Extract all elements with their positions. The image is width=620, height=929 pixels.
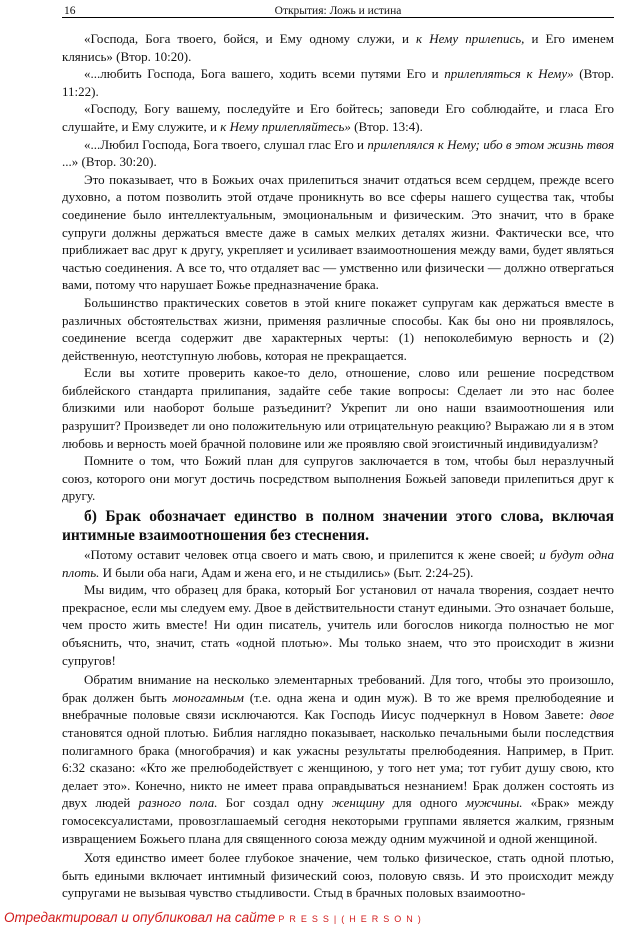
- section-heading: б) Брак обозначает единство в полном значении этого слова, включая интимные взаимоотношения без стеснения.: [62, 508, 614, 545]
- body-paragraph: Обратим внимание на несколько элементарных требований. Для того, чтобы это произошло, брак должен быть моногамным (т.е. одна жена и один муж). В то же время прелюбодеяние и внебрачные половые связи исключаются. Как Господь Иисус подчеркнул в Новом Завете: двое становятся одной плотью. Библия наглядно показывает, насколько печальными были последствия полигамного брака (многобрачия) и как ужасны результаты прелюбодеяния. Например, в Прит. 6:32 сказано: «Кто же прелюбодействует с женщиною, у того нет ума; тот губит душу свою, кто делает это». Конечно, никто не имеет права оправдываться незнанием! Брак должен состоять из двух людей разного пола. Бог создал одну женщину для одного мужчины. «Брак» между гомосексуалистами, провозглашаемый сегодня некоторыми группами является жалким, грязным извращением Божьего плана для священного союза между одним мужчиной и одной женщиной.: [62, 672, 614, 846]
- body-paragraph: Большинство практических советов в этой книге покажет супругам как держаться вместе в различных обстоятельствах жизни, применяя различные способы. Как бы оно ни проявлялось, соединение всегда содержит две характерных черты: (1) непоколебимую верность и (2) действенную, неотступную любовь, которая не прекращается.: [62, 294, 614, 363]
- footer-credit: [4, 910, 426, 927]
- body-paragraph: Помните о том, что Божий план для супругов заключается в том, чтобы был неразлучный союз, которого они могут достичь посредством выполнения Божьей заповеди прилепиться друг к другу.: [62, 453, 614, 504]
- footer-brand-link[interactable]: PRESS|(HERSON): [278, 914, 426, 924]
- footer-text: Отредактировал и опубликовал на сайте: [4, 910, 276, 925]
- header-rule: [62, 17, 614, 18]
- quote-paragraph: «Господу, Богу вашему, последуйте и Его бойтесь; заповеди Его соблюдайте, и гласа Его слушайте, и Ему служите, и к Нему прилепляйтесь» (Втор. 13:4).: [62, 101, 614, 134]
- running-title: Открытия: Ложь и истина: [274, 5, 402, 17]
- running-header: [62, 2, 614, 18]
- body-paragraph: Мы видим, что образец для брака, который Бог установил от начала творения, создает нечто прекрасное, если мы следуем ему. Двое в действительности станут едиными. Это означает больше, чем просто жить вместе! Ни один писатель, учитель или богослов никогда полностью не мог объяснить, что, значит, стать «одной плотью». Мы только знаем, что это происходит в жизни супругов!: [62, 582, 614, 668]
- body-paragraph: Это показывает, что в Божьих очах прилепиться значит отдаться всем сердцем, прежде всего духовно, а потом позволить этой отдаче проникнуть во все сферы нашего существа так, чтобы соединение было интеллектуальным, эмоциональным и физическим. Это значит, что в браке супруги должны держаться вместе даже в самых мелких деталях жизни. Фактически все, что приближает вас друг к другу, укрепляет и усиливает взаимоотношения между вами, будет являться частью соединения. А все то, что отдаляет вас — умственно или физически — должно отвергаться вами, потому что нарушает Божье предназначение брака.: [62, 171, 614, 293]
- quote-paragraph: «Господа, Бога твоего, бойся, и Ему одному служи, и к Нему прилепись, и Его именем клянись» (Втор. 10:20).: [62, 31, 614, 64]
- page-number: 16: [64, 5, 76, 17]
- genesis-quote: «Потому оставит человек отца своего и мать свою, и прилепится к жене своей; и будут одна плоть. И были оба наги, Адам и жена его, и не стыдились» (Быт. 2:24-25).: [62, 547, 614, 580]
- body-paragraph: Хотя единство имеет более глубокое значение, чем только физическое, стать одной плотью, быть едиными включает интимный физический союз, половую связь. И это происходит между супругами не вызывая чувство стыдливости. Стыд в брачных половых взаимоотно-: [62, 850, 614, 901]
- quote-paragraph: «...Любил Господа, Бога твоего, слушал глас Его и прилеплялся к Нему; ибо в этом жизнь твоя ...» (Втор. 30:20).: [62, 136, 615, 170]
- body-paragraph: Если вы хотите проверить какое-то дело, отношение, слово или решение посредством библейского стандарта прилипания, задайте себе такие вопросы: Сделает ли это нас более близкими или наоборот больше разъединит? Укрепит ли оно наши взаимоотношения или разрушит? Произведет ли оно положительную или отрицательную реакцию? Выражаю ли я в этом любовь и верность моей брачной половине или же проявляю свой эгоистичный индивидуализм?: [62, 365, 614, 451]
- quote-paragraph: «...любить Господа, Бога вашего, ходить всеми путями Его и прилепляться к Нему» (Втор. 11:22).: [62, 66, 614, 99]
- page-content: [62, 30, 614, 902]
